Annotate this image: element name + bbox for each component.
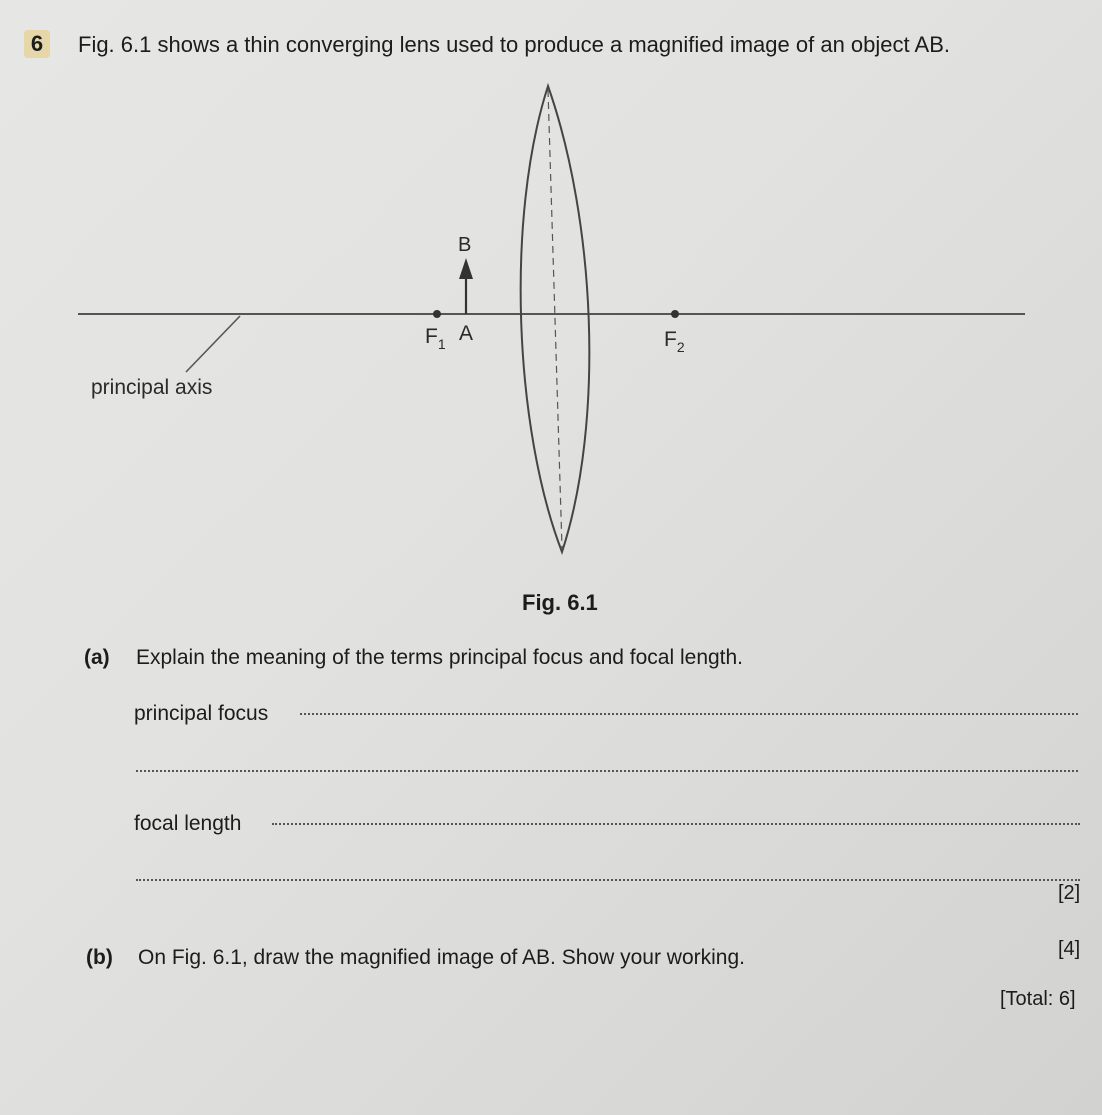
focal-length-label: focal length [134,812,242,835]
principal-focus-answer-line-2[interactable] [136,770,1078,772]
part-b-label: (b) [86,946,113,969]
principal-focus-answer-line-1[interactable] [300,713,1078,715]
question-number: 6 [24,30,50,58]
question-intro: Fig. 6.1 shows a thin converging lens used to produce a magnified image of an object AB. [78,32,950,57]
focal-point-f1 [433,310,441,318]
object-label-b: B [458,234,472,256]
part-b-question [86,946,745,970]
focal-length-answer-line-1[interactable] [272,823,1080,825]
focal-point-f2 [671,310,679,318]
part-a-marks: [2] [1058,882,1081,904]
part-b-marks: [4] [1058,938,1081,960]
f2-label: $F_2$ [664,328,685,355]
principal-focus-label: principal focus [134,702,269,725]
f1-label: $F_1$ [425,325,446,352]
principal-axis-label: principal axis [91,376,213,399]
principal-axis-pointer [186,316,240,372]
focal-length-answer-line-2[interactable] [136,879,1080,881]
part-a-text: Explain the meaning of the terms principal focus and focal length. [136,646,744,669]
object-arrowhead [459,258,473,279]
object-label-a: A [459,322,474,345]
part-a-label: (a) [84,646,110,669]
lens-centre-line [548,90,562,548]
figure-caption: Fig. 6.1 [522,590,598,615]
total-marks: [Total: 6] [1000,988,1076,1010]
part-b-text: On Fig. 6.1, draw the magnified image of AB. Show your working. [138,946,745,969]
part-a-question [84,646,743,670]
